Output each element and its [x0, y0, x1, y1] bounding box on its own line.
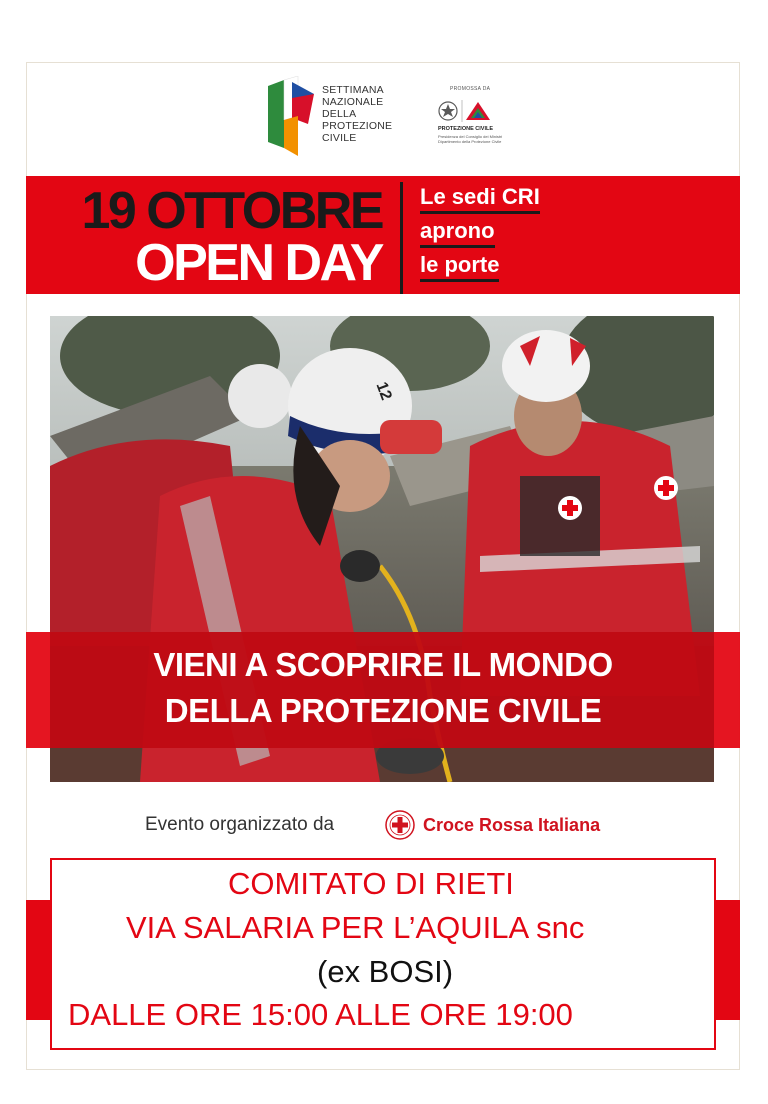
helmet-number: 12 — [372, 379, 395, 403]
banner-divider — [400, 182, 403, 294]
overlay-headline-line2: DELLA PROTEZIONE CIVILE — [164, 692, 602, 729]
event-hours: DALLE ORE 15:00 ALLE ORE 19:00 — [68, 997, 573, 1032]
red-cross-icon — [385, 810, 415, 840]
organizer-label: Evento organizzato da — [145, 814, 335, 835]
open-day-banner — [26, 176, 740, 294]
tagline-text: aprono — [420, 218, 495, 248]
committee-name: COMITATO DI RIETI — [228, 866, 514, 901]
event-logo-line: PROTEZIONE — [322, 120, 393, 132]
promoter-caption: PROMOSSA DA — [450, 86, 491, 92]
decorative-red-bar-left — [26, 900, 52, 1020]
settimana-protezione-civile-logo — [268, 76, 408, 158]
italian-emblem-icon — [438, 98, 498, 124]
promoter-name: PROTEZIONE CIVILE — [438, 126, 494, 132]
banner-tagline — [420, 184, 540, 286]
organizer-name: Croce Rossa Italiana — [423, 815, 601, 835]
event-logo-line: CIVILE — [322, 132, 357, 144]
event-title: OPEN DAY — [135, 234, 382, 292]
address-note: (ex BOSI) — [317, 954, 454, 989]
tagline-text: Le sedi CRI — [420, 184, 540, 214]
event-logo-line: DELLA — [322, 108, 357, 120]
event-logo-line: SETTIMANA — [322, 84, 384, 96]
promoter-subtitle: Presidenza del Consiglio dei Ministri — [438, 134, 503, 139]
address: VIA SALARIA PER L’AQUILA snc — [126, 910, 585, 945]
tagline-line — [420, 184, 540, 218]
tricolor-arrow-icon — [268, 76, 318, 156]
event-date: 19 OTTOBRE — [81, 182, 382, 240]
promoter-subtitle: Dipartimento della Protezione Civile — [438, 139, 502, 144]
overlay-headline-line1: VIENI A SCOPRIRE IL MONDO — [153, 646, 613, 683]
tagline-line — [420, 218, 540, 252]
event-logo-text — [322, 84, 392, 144]
protezione-civile-logo — [438, 86, 508, 150]
tagline-line — [420, 252, 540, 286]
decorative-red-bar-right — [714, 900, 740, 1020]
tagline-text: le porte — [420, 252, 499, 282]
event-logo-line: NAZIONALE — [322, 96, 384, 108]
